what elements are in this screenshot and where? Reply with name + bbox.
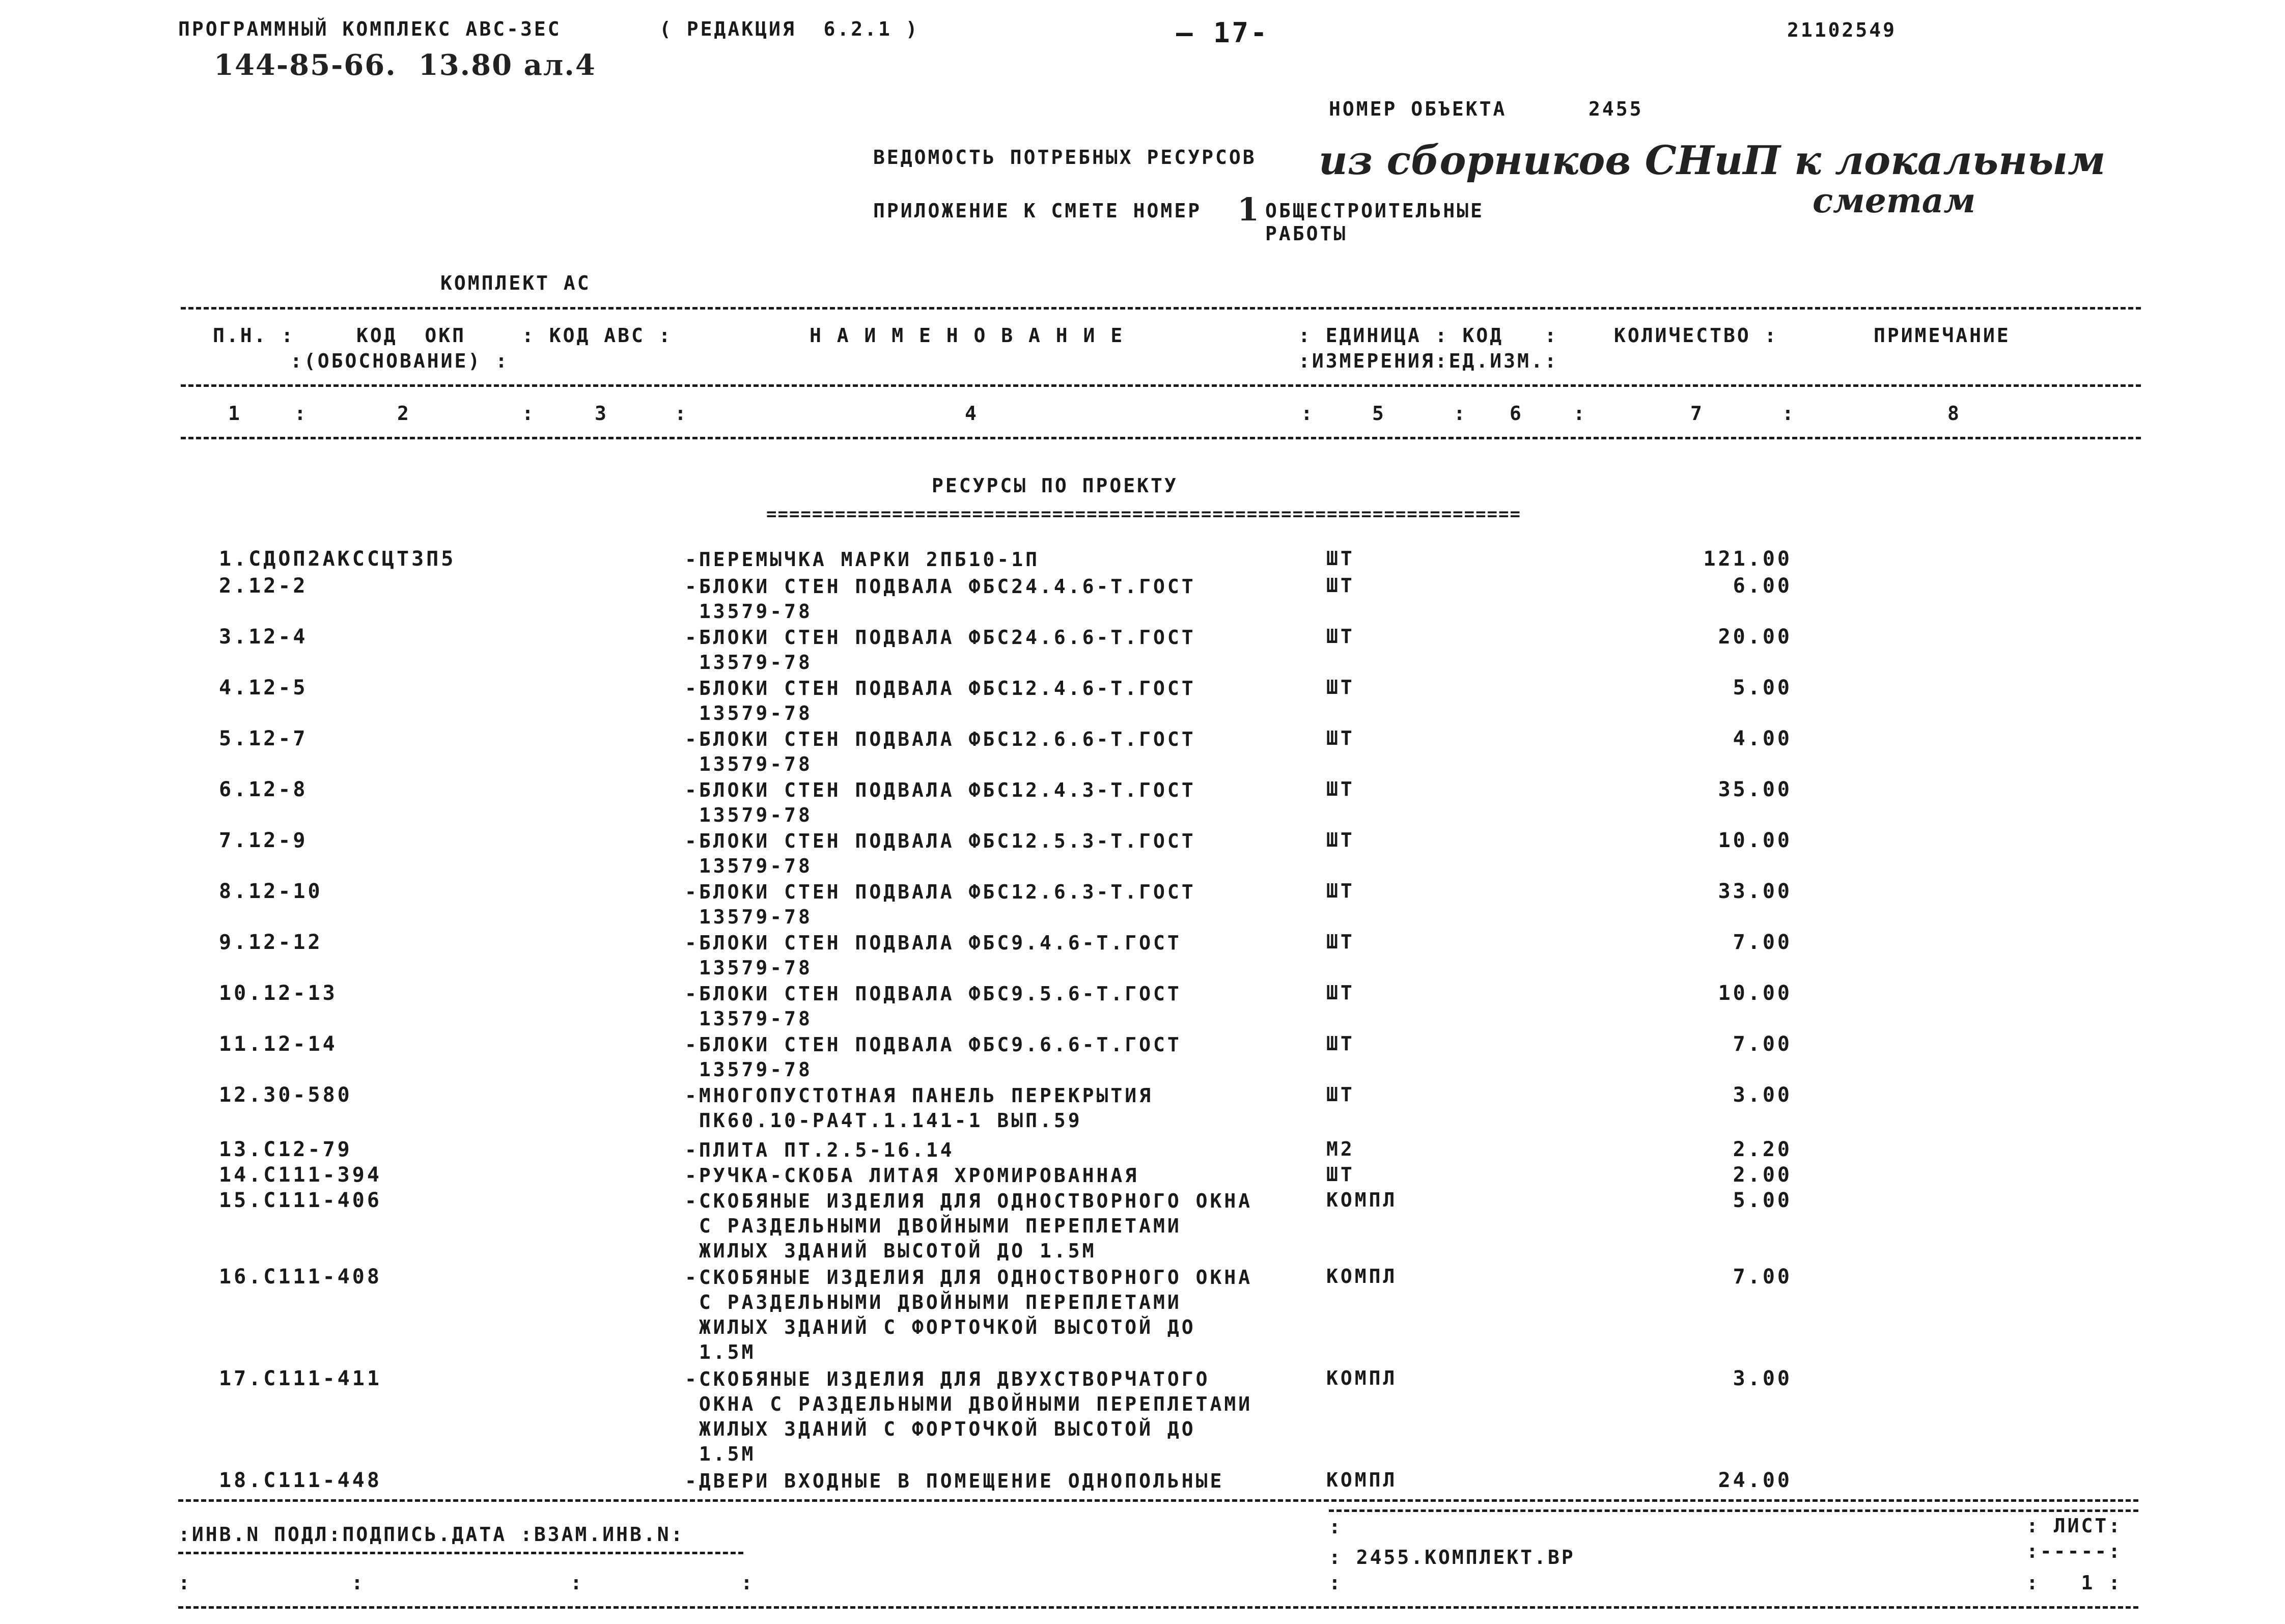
sheet-number: : 1 : (2026, 1572, 2123, 1594)
resource-name-line: -БЛОКИ СТЕН ПОДВАЛА ФБС12.6.3-Т.ГОСТ (685, 881, 1196, 903)
resource-code: 5.12-7 (219, 727, 308, 750)
resource-name-line: ОКНА С РАЗДЕЛЬНЫМИ ДВОЙНЫМИ ПЕРЕПЛЕТАМИ (685, 1393, 1253, 1415)
resource-unit: ШТ (1326, 676, 1355, 698)
col-sep: : (1782, 402, 1796, 425)
col-num-5: 5 (1372, 402, 1386, 425)
col-sep: : (1454, 402, 1467, 425)
resource-code: 12.30-580 (219, 1083, 352, 1107)
col-num-6: 6 (1510, 402, 1523, 425)
resource-code: 4.12-5 (219, 676, 308, 699)
resource-quantity: 3.00 (1733, 1083, 1792, 1107)
resource-name-line: 13579-78 (685, 906, 813, 928)
object-label: НОМЕР ОБЪЕКТА (1329, 98, 1507, 120)
col-num-8: 8 (1947, 402, 1961, 425)
statement-handwritten: из сборников СНиП к локальным (1319, 137, 2106, 184)
resource-name-line: 13579-78 (685, 1007, 813, 1030)
resource-name-line: ЖИЛЫХ ЗДАНИЙ ВЫСОТОЙ ДО 1.5М (685, 1240, 1097, 1262)
resource-name (685, 547, 1040, 572)
header-col-2b: :(ОБОСНОВАНИЕ) : (290, 350, 510, 372)
footer-sep: : (178, 1572, 192, 1594)
resource-name-line: 1.5М (685, 1443, 756, 1465)
resource-name-line: -СКОБЯНЫЕ ИЗДЕЛИЯ ДЛЯ ДВУХСТВОРЧАТОГО (685, 1368, 1210, 1390)
footer-sep: : (1329, 1572, 1343, 1594)
resource-name (685, 982, 1182, 1031)
resource-name (685, 1032, 1182, 1082)
resource-name-line: ПК60.10-РА4Т.1.141-1 ВЫП.59 (685, 1109, 1082, 1132)
resource-code: 11.12-14 (219, 1032, 338, 1056)
resource-quantity: 4.00 (1733, 727, 1792, 750)
header-col-3: : КОД АВС : (522, 324, 673, 347)
resource-name (685, 829, 1196, 879)
resource-quantity: 2.20 (1733, 1138, 1792, 1161)
resource-name-line: 13579-78 (685, 1058, 813, 1081)
statement-title: ВЕДОМОСТЬ ПОТРЕБНЫХ РЕСУРСОВ (873, 146, 1257, 169)
resource-name-line: -СКОБЯНЫЕ ИЗДЕЛИЯ ДЛЯ ОДНОСТВОРНОГО ОКНА (685, 1190, 1253, 1212)
resource-name (685, 1265, 1252, 1365)
resource-code: 16.С111-408 (219, 1265, 382, 1289)
resource-quantity: 2.00 (1733, 1163, 1792, 1187)
resource-name-line: 13579-78 (685, 804, 813, 826)
resource-unit: КОМПЛ (1326, 1189, 1398, 1211)
resource-code: 15.С111-406 (219, 1189, 382, 1212)
program-name: ПРОГРАММНЫЙ КОМПЛЕКС АВС-ЗЕС (178, 18, 562, 40)
resource-unit: ШТ (1326, 829, 1355, 851)
resource-quantity: 6.00 (1733, 574, 1792, 598)
resource-name-line: 13579-78 (685, 957, 813, 979)
resource-quantity: 3.00 (1733, 1367, 1792, 1390)
section-underline: ================================================================== (766, 504, 1522, 524)
resource-unit: ШТ (1326, 931, 1355, 953)
resource-name-line: -БЛОКИ СТЕН ПОДВАЛА ФБС12.4.6-Т.ГОСТ (685, 677, 1196, 699)
resource-name-line: 1.5М (685, 1341, 756, 1363)
resource-code: 3.12-4 (219, 625, 308, 649)
header-col-7: КОЛИЧЕСТВО : (1614, 324, 1778, 347)
resource-code: 17.С111-411 (219, 1367, 382, 1390)
footer-stamp-rule (178, 1552, 743, 1554)
resource-name-line: -БЛОКИ СТЕН ПОДВАЛА ФБС9.4.6-Т.ГОСТ (685, 932, 1182, 954)
resource-quantity: 24.00 (1718, 1469, 1792, 1492)
resource-name-line: 13579-78 (685, 651, 813, 674)
col-num-4: 4 (965, 402, 979, 425)
resource-code: 14.С111-394 (219, 1163, 382, 1187)
resource-code: 8.12-10 (219, 880, 323, 903)
col-sep: : (1573, 402, 1587, 425)
resource-name-line: -РУЧКА-СКОБА ЛИТАЯ ХРОМИРОВАННАЯ (685, 1164, 1139, 1187)
header-col-2a: КОД ОКП (356, 324, 466, 347)
resource-name-line: ЖИЛЫХ ЗДАНИЙ С ФОРТОЧКОЙ ВЫСОТОЙ ДО (685, 1316, 1196, 1338)
kit-label: КОМПЛЕКТ АС (440, 272, 591, 294)
col-num-3: 3 (595, 402, 608, 425)
resource-quantity: 121.00 (1703, 547, 1792, 571)
resource-name-line: -ПЕРЕМЫЧКА МАРКИ 2ПБ10-1П (685, 548, 1040, 571)
footer-sep: : (741, 1572, 755, 1594)
header-col-1: П.Н. : (213, 324, 295, 347)
resource-name-line: -БЛОКИ СТЕН ПОДВАЛА ФБС24.6.6-Т.ГОСТ (685, 626, 1196, 649)
resource-name (685, 1138, 955, 1163)
sheet-separator: :-----: (2026, 1540, 2123, 1562)
col-num-1: 1 (228, 402, 242, 425)
resource-name (685, 1469, 1224, 1494)
resource-name-line: -БЛОКИ СТЕН ПОДВАЛА ФБС9.6.6-Т.ГОСТ (685, 1033, 1182, 1056)
document-code: 21102549 (1787, 19, 1897, 41)
resource-name-line: -ДВЕРИ ВХОДНЫЕ В ПОМЕЩЕНИЕ ОДНОПОЛЬНЫЕ (685, 1470, 1224, 1492)
resource-name (685, 931, 1182, 981)
section-title: РЕСУРСЫ ПО ПРОЕКТУ (932, 474, 1178, 497)
resource-code: 18.С111-448 (219, 1469, 382, 1492)
col-num-7: 7 (1690, 402, 1704, 425)
header-col-8: ПРИМЕЧАНИЕ (1874, 324, 2011, 347)
resource-quantity: 5.00 (1733, 1189, 1792, 1212)
table-top-rule (181, 307, 2141, 310)
resource-quantity: 10.00 (1718, 982, 1792, 1005)
appendix-number: 1 (1237, 191, 1260, 228)
resource-name (685, 676, 1196, 726)
resource-quantity: 5.00 (1733, 676, 1792, 699)
resource-name-line: С РАЗДЕЛЬНЫМИ ДВОЙНЫМИ ПЕРЕПЛЕТАМИ (685, 1215, 1182, 1237)
resource-unit: ШТ (1326, 778, 1355, 800)
footer-stamp-labels: :ИНВ.N ПОДЛ:ПОДПИСЬ.ДАТА :ВЗАМ.ИНВ.N: (178, 1523, 685, 1546)
footer-sep: : (570, 1572, 584, 1594)
resource-code: 9.12-12 (219, 931, 323, 954)
resource-code: 10.12-13 (219, 982, 338, 1005)
handwritten-reference: 144-85-66. 13.80 ал.4 (214, 48, 596, 82)
page-number: — 17- (1176, 17, 1269, 49)
resource-name-line: -БЛОКИ СТЕН ПОДВАЛА ФБС24.4.6-Т.ГОСТ (685, 575, 1196, 598)
resource-code: 6.12-8 (219, 778, 308, 801)
resource-quantity: 35.00 (1718, 778, 1792, 801)
sheet-label: : ЛИСТ: (2026, 1515, 2123, 1537)
resource-name-line: -БЛОКИ СТЕН ПОДВАЛА ФБС12.5.3-Т.ГОСТ (685, 830, 1196, 852)
resource-unit: ШТ (1326, 547, 1355, 570)
resource-quantity: 7.00 (1733, 1032, 1792, 1056)
resource-name-line: -БЛОКИ СТЕН ПОДВАЛА ФБС9.5.6-Т.ГОСТ (685, 983, 1182, 1005)
resource-name-line: -ПЛИТА ПТ.2.5-16.14 (685, 1139, 955, 1161)
resource-unit: ШТ (1326, 727, 1355, 749)
resource-name (685, 574, 1196, 624)
col-sep: : (294, 402, 308, 425)
program-edition: ( РЕДАКЦИЯ 6.2.1 ) (659, 18, 919, 40)
resource-code: 2.12-2 (219, 574, 308, 598)
resource-name-line: -БЛОКИ СТЕН ПОДВАЛА ФБС12.6.6-Т.ГОСТ (685, 728, 1196, 750)
resource-quantity: 10.00 (1718, 829, 1792, 852)
resource-name-line: С РАЗДЕЛЬНЫМИ ДВОЙНЫМИ ПЕРЕПЛЕТАМИ (685, 1291, 1182, 1313)
resource-name-line: 13579-78 (685, 855, 813, 877)
footer-bottom-rule (178, 1606, 2138, 1609)
object-number: 2455 (1589, 98, 1643, 120)
col-sep: : (1301, 402, 1315, 425)
resource-unit: КОМПЛ (1326, 1469, 1398, 1491)
resource-unit: ШТ (1326, 982, 1355, 1004)
header-col-5b: :ИЗМЕРЕНИЯ:ЕД.ИЗМ.: (1298, 350, 1558, 372)
resource-unit: ШТ (1326, 880, 1355, 902)
resource-unit: КОМПЛ (1326, 1265, 1398, 1287)
resource-name-line: 13579-78 (685, 702, 813, 724)
resource-name (685, 1367, 1252, 1467)
col-sep: : (675, 402, 688, 425)
resource-name-line: 13579-78 (685, 753, 813, 775)
resource-name (685, 880, 1196, 930)
header-bottom-rule (181, 437, 2141, 439)
resource-name (685, 1163, 1139, 1188)
resource-unit: КОМПЛ (1326, 1367, 1398, 1389)
header-col-4: Н А И М Е Н О В А Н И Е (810, 324, 1125, 347)
resource-unit: ШТ (1326, 625, 1355, 648)
work-type-line-1: ОБЩЕСТРОИТЕЛЬНЫЕ (1265, 200, 1485, 222)
resource-name (685, 1083, 1153, 1133)
footer-sep: : (351, 1572, 365, 1594)
resource-quantity: 20.00 (1718, 625, 1792, 649)
resource-name (685, 625, 1196, 675)
resource-name-line: -БЛОКИ СТЕН ПОДВАЛА ФБС12.4.3-Т.ГОСТ (685, 779, 1196, 801)
appendix-label: ПРИЛОЖЕНИЕ К СМЕТЕ НОМЕР (873, 200, 1202, 222)
footer-sep: : (1329, 1516, 1343, 1538)
resource-name-line: ЖИЛЫХ ЗДАНИЙ С ФОРТОЧКОЙ ВЫСОТОЙ ДО (685, 1418, 1196, 1440)
col-num-2: 2 (397, 402, 411, 425)
footer-top-rule (178, 1499, 2138, 1502)
resource-quantity: 33.00 (1718, 880, 1792, 903)
resource-name-line: 13579-78 (685, 600, 813, 623)
resource-code: 7.12-9 (219, 829, 308, 852)
statement-handwritten-2: сметам (1813, 181, 1976, 220)
resource-name (685, 727, 1196, 777)
resource-unit: М2 (1326, 1138, 1355, 1160)
work-type-line-2: РАБОТЫ (1265, 222, 1348, 245)
resource-code: 13.С12-79 (219, 1138, 352, 1161)
resource-unit: ШТ (1326, 1083, 1355, 1106)
resource-name-line: -СКОБЯНЫЕ ИЗДЕЛИЯ ДЛЯ ОДНОСТВОРНОГО ОКНА (685, 1266, 1253, 1289)
header-mid-rule (181, 384, 2141, 387)
resource-quantity: 7.00 (1733, 931, 1792, 954)
resource-quantity: 7.00 (1733, 1265, 1792, 1289)
resource-name (685, 1189, 1252, 1264)
resource-unit: ШТ (1326, 574, 1355, 597)
resource-unit: ШТ (1326, 1032, 1355, 1055)
resource-name (685, 778, 1196, 828)
footer-right-rule (1329, 1509, 2138, 1512)
resource-code: 1.СДОП2АКССЦТЗП5 (219, 547, 456, 571)
footer-document-id: : 2455.КОМПЛЕКТ.ВР (1329, 1546, 1575, 1569)
col-sep: : (522, 402, 536, 425)
resource-name-line: -МНОГОПУСТОТНАЯ ПАНЕЛЬ ПЕРЕКРЫТИЯ (685, 1084, 1153, 1107)
header-col-5a: : ЕДИНИЦА : КОД : (1298, 324, 1558, 347)
resource-unit: ШТ (1326, 1163, 1355, 1186)
